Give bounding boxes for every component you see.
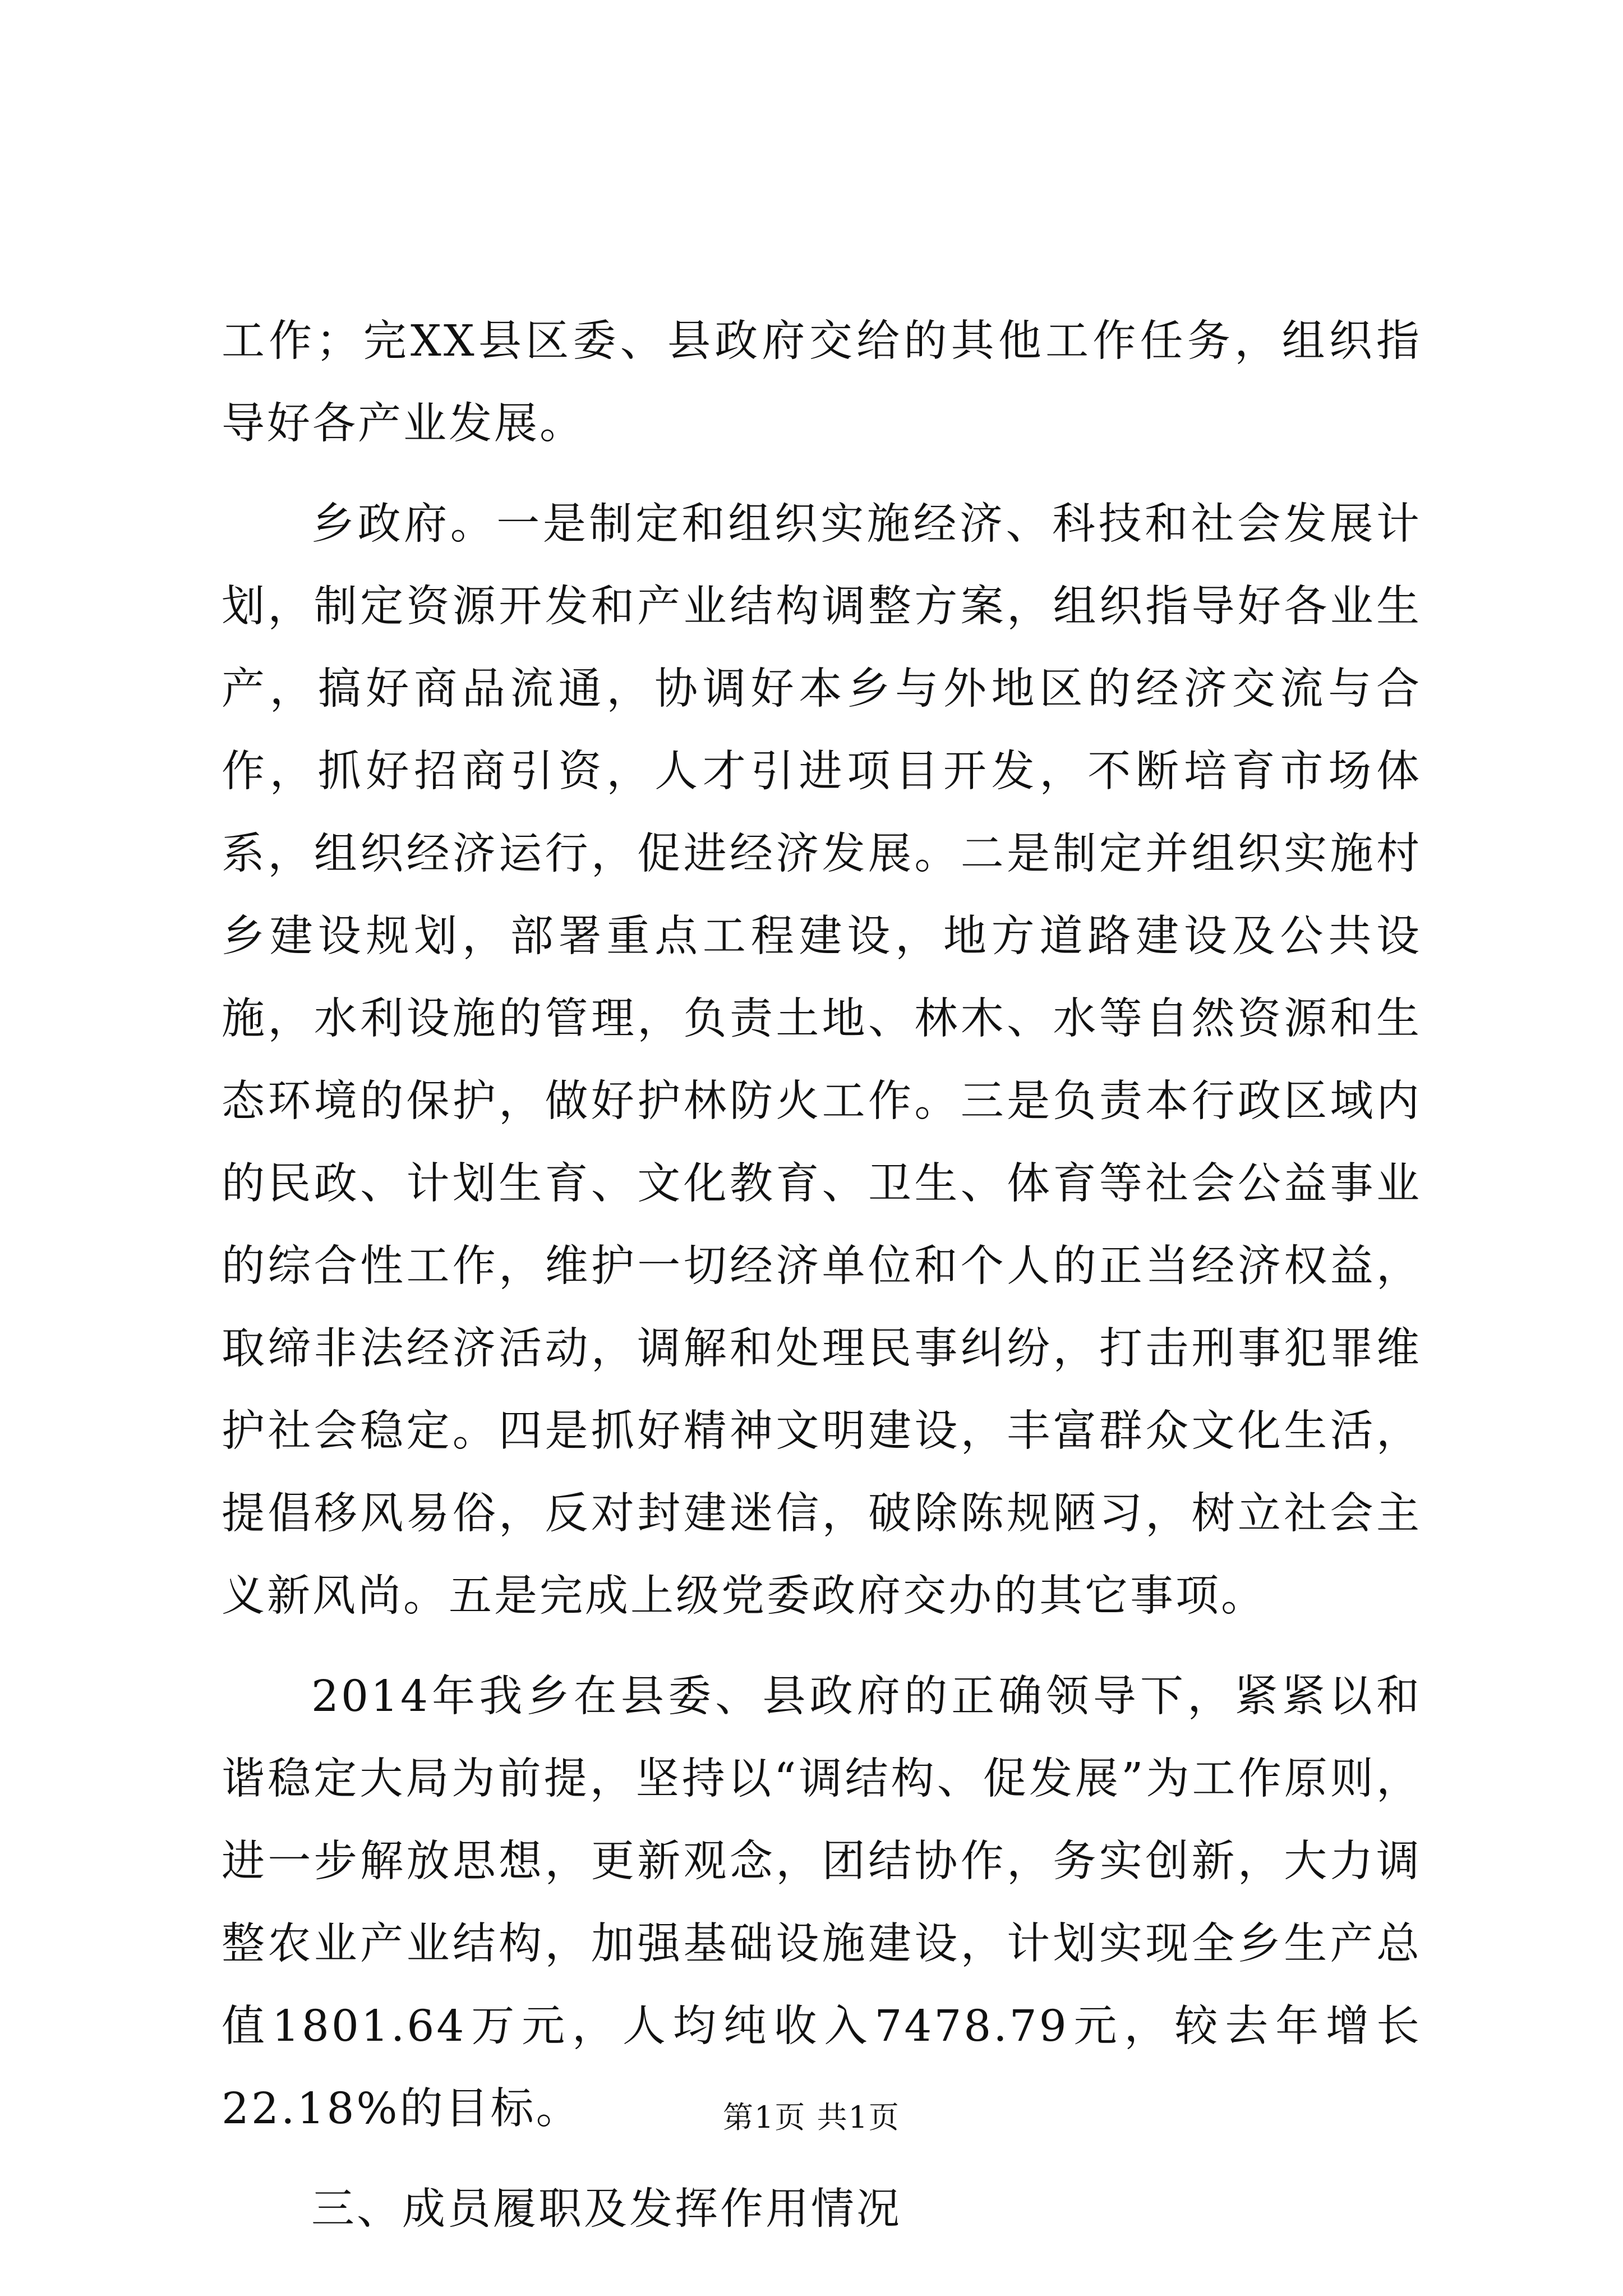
- document-body: [222, 300, 1422, 2251]
- paragraph-2014-goals: 2014年我乡在县委、县政府的正确领导下，紧紧以和谐稳定大局为前提，坚持以“调结构、促发展”为工作原则，进一步解放思想，更新观念，团结协作，务实创新，大力调整农业产业结构，加强基础设施建设，计划实现全乡生产总值1801.64万元，人均纯收入7478.79元，较去年增长22.18%的目标。: [222, 1672, 1422, 2134]
- paragraph-duties-continued: 工作；完XX县区委、县政府交给的其他工作任务，组织指导好各产业发展。: [222, 316, 1422, 449]
- paragraph-township-government: 乡政府。一是制定和组织实施经济、科技和社会发展计划，制定资源开发和产业结构调整方案，组织指导好各业生产，搞好商品流通，协调好本乡与外地区的经济交流与合作，抓好招商引资，人才引进项目开发，不断培育市场体系，组织经济运行，促进经济发展。二是制定并组织实施村乡建设规划，部署重点工程建设，地方道路建设及公共设施，水利设施的管理，负责土地、林木、水等自然资源和生态环境的保护，做好护林防火工作。三是负责本行政区域内的民政、计划生育、文化教育、卫生、体育等社会公益事业的综合性工作，维护一切经济单位和个人的正当经济权益，取缔非法经济活动，调解和处理民事纠纷，打击刑事犯罪维护社会稳定。四是抓好精神文明建设，丰富群众文化生活，提倡移风易俗，反对封建迷信，破除陈规陋习，树立社会主义新风尚。五是完成上级党委政府交办的其它事项。: [222, 499, 1422, 1621]
- page-footer: 第1页 共1页: [723, 2100, 900, 2135]
- section-heading: 三、成员履职及发挥作用情况: [311, 2184, 902, 2234]
